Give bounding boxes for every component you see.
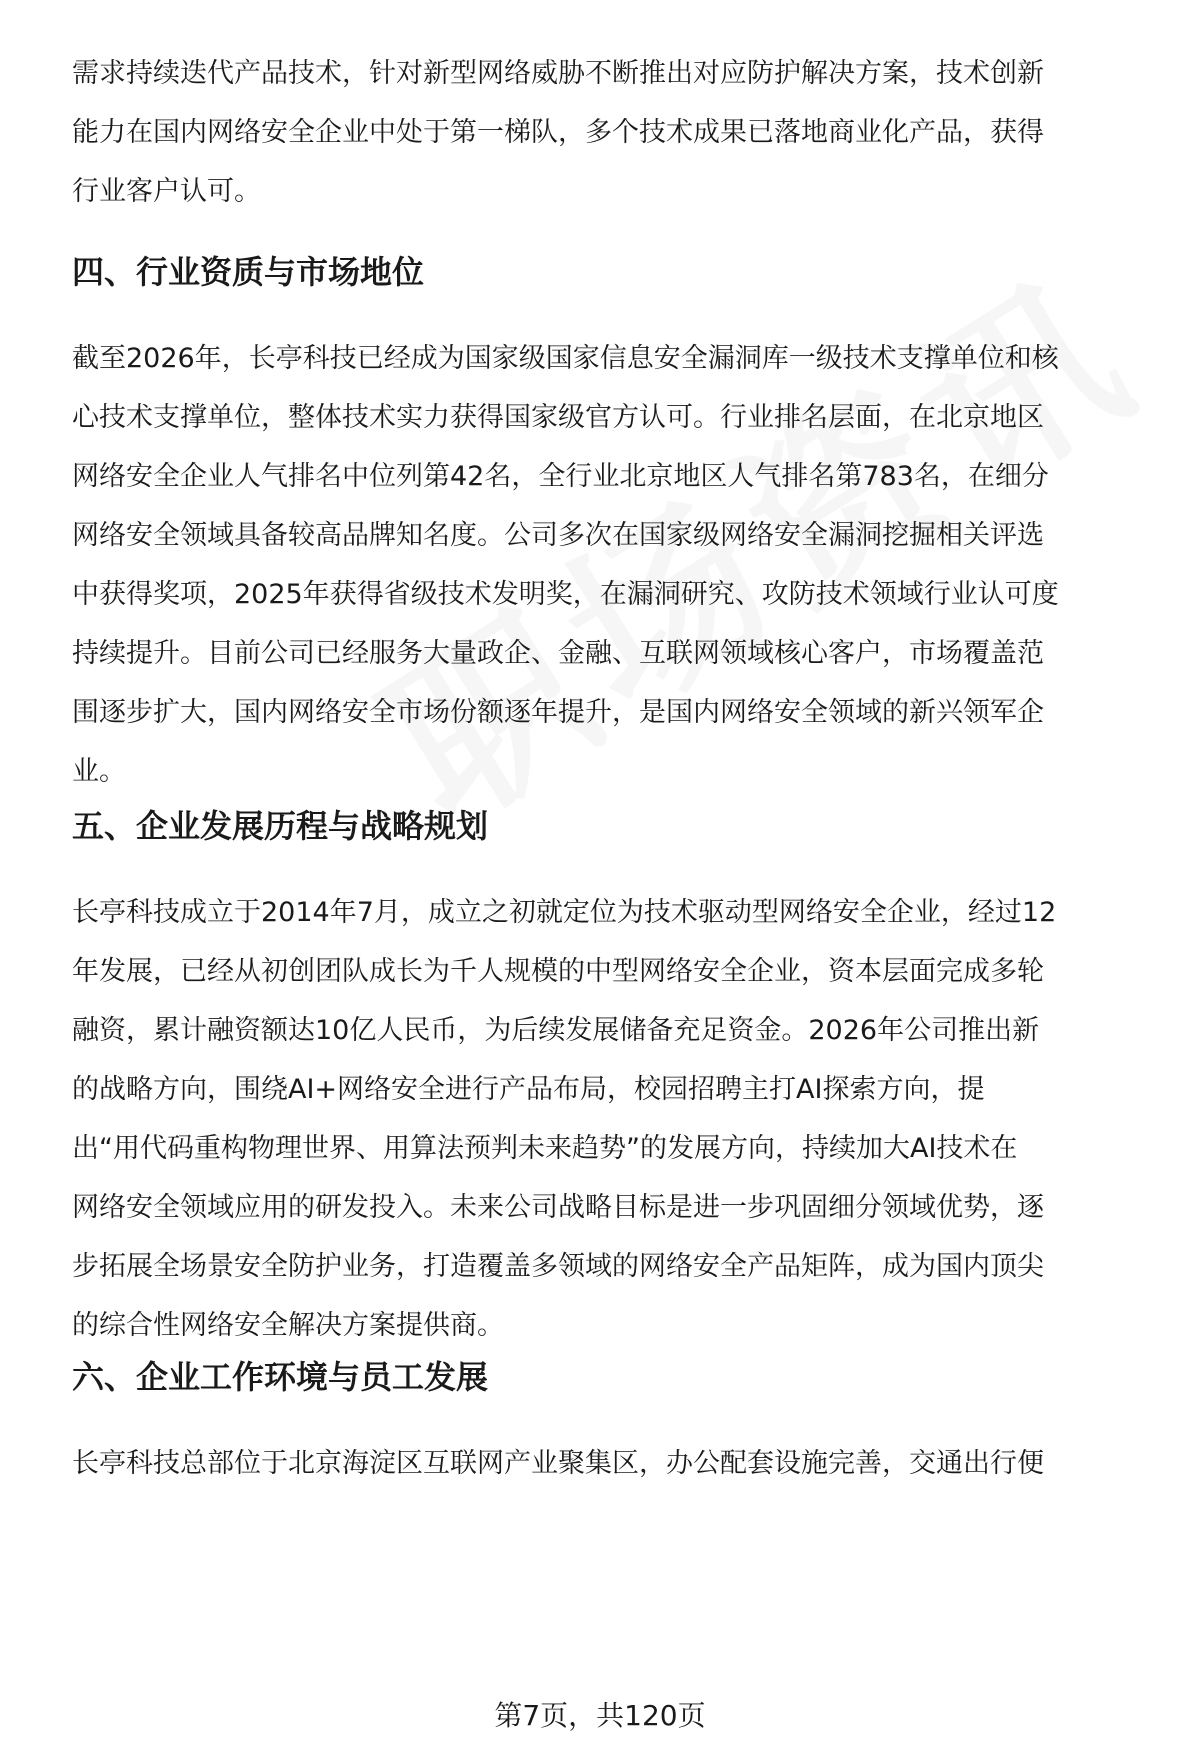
intro-paragraph: [72, 44, 1162, 221]
text-line: 网络安全领域应用的研发投入。未来公司战略目标是进一步巩固细分领域优势，逐: [72, 1192, 1044, 1223]
section-heading-4: 四、行业资质与市场地位: [72, 253, 425, 291]
text-line: 网络安全领域具备较高品牌知名度。公司多次在国家级网络安全漏洞挖掘相关评选: [72, 520, 1044, 551]
text-line: 出“用代码重构物理世界、用算法预判未来趋势”的发展方向，持续加大AI技术在: [72, 1133, 1018, 1164]
section-heading-6: 六、企业工作环境与员工发展: [72, 1358, 489, 1396]
text-line: 业。: [72, 756, 126, 787]
text-line: 网络安全企业人气排名中位列第42名，全行业北京地区人气排名第783名，在细分: [72, 461, 1049, 492]
text-line: 长亭科技成立于2014年7月，成立之初就定位为技术驱动型网络安全企业，经过12: [72, 897, 1057, 928]
text-line: 步拓展全场景安全防护业务，打造覆盖多领域的网络安全产品矩阵，成为国内顶尖: [72, 1251, 1044, 1282]
section-5-paragraph: [72, 883, 1162, 1355]
text-line: 持续提升。目前公司已经服务大量政企、金融、互联网领域核心客户，市场覆盖范: [72, 638, 1044, 669]
text-line: 中获得奖项，2025年获得省级技术发明奖，在漏洞研究、攻防技术领域行业认可度: [72, 579, 1059, 610]
text-line: 围逐步扩大，国内网络安全市场份额逐年提升，是国内网络安全领域的新兴领军企: [72, 697, 1044, 728]
section-6-paragraph: [72, 1434, 1162, 1493]
text-line: 长亭科技总部位于北京海淀区互联网产业聚集区，办公配套设施完善，交通出行便: [72, 1448, 1044, 1479]
text-line: 截至2026年，长亭科技已经成为国家级国家信息安全漏洞库一级技术支撑单位和核: [72, 343, 1059, 374]
text-line: 融资，累计融资额达10亿人民币，为后续发展储备充足资金。2026年公司推出新: [72, 1015, 1040, 1046]
text-line: 心技术支撑单位，整体技术实力获得国家级官方认可。行业排名层面，在北京地区: [72, 402, 1044, 433]
text-line: 需求持续迭代产品技术，针对新型网络威胁不断推出对应防护解决方案，技术创新: [72, 58, 1044, 89]
page-number-footer: 第7页，共120页: [494, 1699, 706, 1732]
text-line: 的战略方向，围绕AI+网络安全进行产品布局，校园招聘主打AI探索方向，提: [72, 1074, 985, 1105]
text-line: 的综合性网络安全解决方案提供商。: [72, 1310, 504, 1341]
text-line: 年发展，已经从初创团队成长为千人规模的中型网络安全企业，资本层面完成多轮: [72, 956, 1044, 987]
text-line: 行业客户认可。: [72, 176, 261, 207]
section-4-paragraph: [72, 329, 1162, 801]
text-line: 能力在国内网络安全企业中处于第一梯队，多个技术成果已落地商业化产品，获得: [72, 117, 1044, 148]
section-heading-5: 五、企业发展历程与战略规划: [72, 807, 489, 845]
